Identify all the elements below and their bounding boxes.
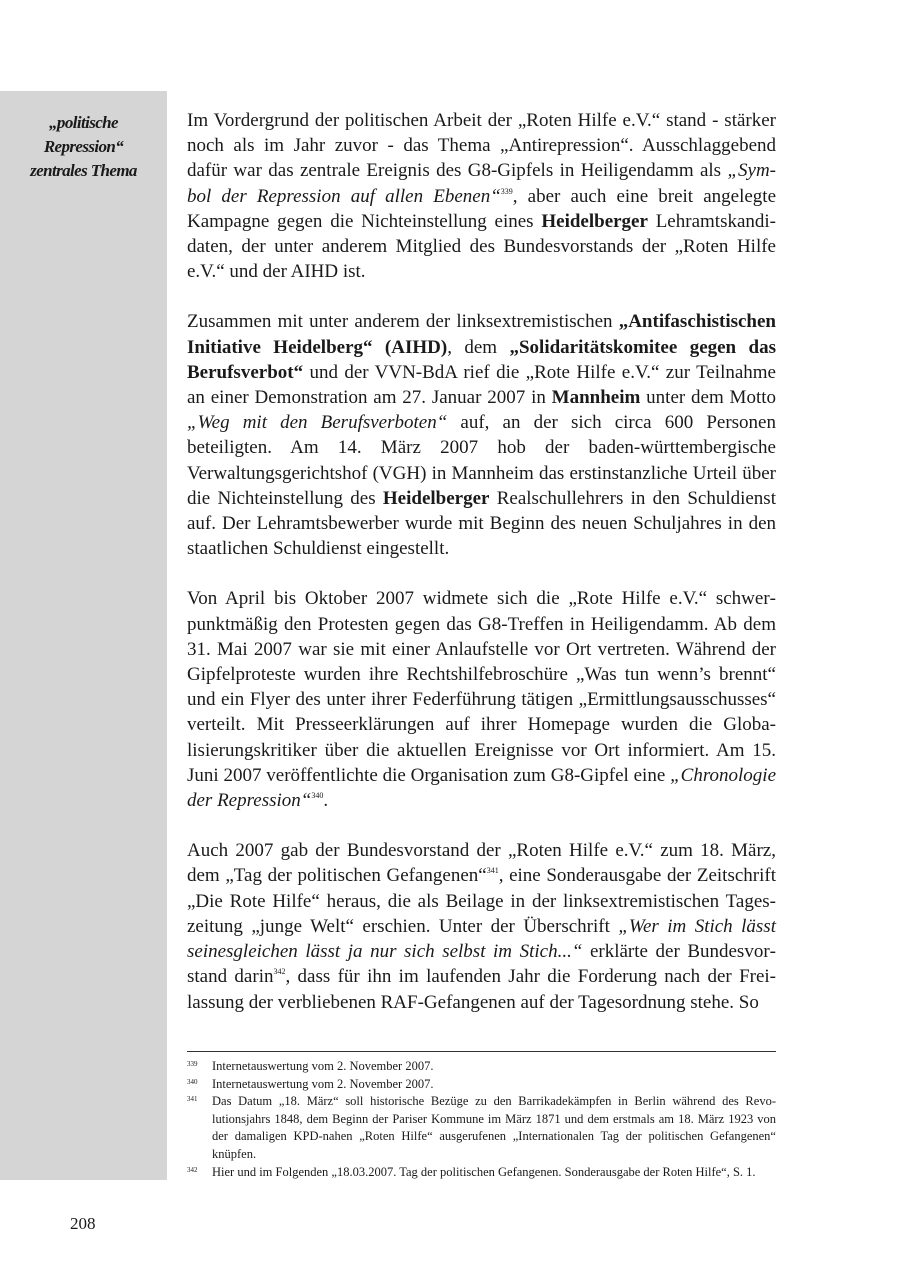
- highlight: „Antifaschistischen Initiative Heidelberg“ (AIHD): [187, 311, 776, 358]
- footnote-text: Das Datum „18. März“ soll historische Bezüge zu den Barrikadekämpfen in Berlin während des Revolutionsjahrs 1848, dem Beginn der Pariser Kommune im März 1871 und dem erstmals am 18. März 1923 von der damaligen KPD-nahen „Roten Hilfe“ ausgerufenen „Internationalen Tag der politischen Gefangenen“ knüpfen.: [212, 1094, 776, 1161]
- footnote: [187, 1164, 776, 1182]
- highlight: „Solidaritätskomitee gegen das Berufsverbot“: [187, 336, 776, 383]
- footnote: [187, 1093, 776, 1163]
- highlight: Mannheim: [551, 387, 641, 409]
- footnote: [187, 1076, 776, 1094]
- footnote-text: Hier und im Folgenden „18.03.2007. Tag der politischen Gefangenen. Sonderausgabe der Roten Hilfe“, S. 1.: [212, 1164, 756, 1179]
- paragraph-2: Zusammen mit unter anderem der linksextremistischen „Antifaschistischen Initiative Heidelberg“ (AIHD), dem „Solidaritätskomitee gegen das Berufsverbot“ und der VVN-BdA rief die „Rote Hilfe e.V.“ zur Teilnahme an einer Demonstration am 27. Januar 2007 in Mannheim unter dem Motto „Weg mit den Berufsverboten“ auf, an der sich circa 600 Personen beteiligten. Am 14. März 2007 hob der baden-württembergische Verwaltungsgerichtshof (VGH) in Mannheim das erstinstanzliche Urteil über die Nichteinstellung des Heidelberger Realschullehrers in den Schuldienst auf. Der Lehramtsbewerber wurde mit Beginn des neuen Schuljahres in den staatlichen Schuldienst eingestellt.: [187, 311, 776, 560]
- quote: „Weg mit den Berufsverboten“: [187, 412, 448, 434]
- quote: „Symbol der Repression auf allen Ebenen“: [187, 160, 776, 207]
- footnote-number: 342: [187, 1165, 198, 1174]
- footnote-ref[interactable]: 340: [311, 791, 324, 801]
- footnote-number: 339: [187, 1060, 198, 1068]
- footnote-number: 340: [187, 1077, 198, 1086]
- footnote-text: Internetauswertung vom 2. November 2007.: [212, 1076, 434, 1091]
- margin-bar: [0, 91, 167, 1180]
- page-number: 208: [70, 1214, 96, 1233]
- paragraph-3: Von April bis Oktober 2007 widmete sich die „Rote Hilfe e.V.“ schwerpunktmäßig den Protesten gegen das G8-Treffen in Heiligendamm. Ab dem 31. Mai 2007 war sie mit einer Anlaufstelle vor Ort vertreten. Während der Gipfelproteste wurden ihre Rechtshilfebroschüre „Was tun wenn’s brennt“ und ein Flyer des unter ihrer Federführung tätigen „Ermittlungsausschusses“ verteilt. Mit Presseerklärungen auf ihrer Homepage wurden die Globalisierungskritiker über die aktuellen Ereignisse vor Ort informiert. Am 15. Juni 2007 veröffentlichte die Organisation zum G8-Gipfel eine „Chronologie der Repression“$^{340}$.: [187, 588, 776, 812]
- paragraph-1: Im Vordergrund der politischen Arbeit der „Roten Hilfe e.V.“ stand - stärker noch als im Jahr zuvor - das Thema „Antirepression“. Ausschlaggebend dafür war das zentrale Ereignis des G8-Gipfels in Heiligendamm als „Symbol der Repression auf allen Ebenen“$^{339}$, aber auch eine breit angelegte Kampagne gegen die Nichteinstellung eines Heidelberger Lehramtskandidaten, der unter anderem Mitglied des Bundesvorstands der „Roten Hilfe e.V.“ und der AIHD ist.: [187, 110, 777, 283]
- main-text: [187, 108, 776, 1040]
- footnote-divider: [187, 1051, 776, 1052]
- footnote-text: Internetauswertung vom 2. November 2007.: [212, 1059, 434, 1073]
- footnotes: [187, 1058, 776, 1181]
- margin-note-line: „politische: [49, 113, 118, 132]
- footnote-number: 341: [187, 1095, 198, 1104]
- paragraph-4: Auch 2007 gab der Bundesvorstand der „Roten Hilfe e.V.“ zum 18. März, dem „Tag der politischen Gefangenen“$^{341}$, eine Sonderausgabe der Zeitschrift „Die Rote Hilfe“ heraus, die als Beilage in der linksextremistischen Tageszeitung „junge Welt“ erschien. Unter der Überschrift „Wer im Stich lässt seinesgleichen lässt ja nur sich selbst im Stich...“ erklärte der Bundesvorstand darin$^{342}$, dass für ihn im laufenden Jahr die Forderung nach der Freilassung der verbliebenen RAF-Gefangenen auf der Tagesordnung stehe. So: [187, 840, 776, 1013]
- margin-note-line: Repression“: [43, 137, 124, 156]
- quote: „Chronologie der Repression“: [187, 764, 776, 812]
- footnote: [187, 1058, 776, 1076]
- quote: „Wer im Stich lässt seinesgleichen lässt ja nur sich selbst im Stich...“: [187, 915, 776, 963]
- highlight: Heidelberger: [541, 210, 648, 232]
- footnote-ref[interactable]: 342: [273, 967, 286, 977]
- footnote-ref[interactable]: 341: [486, 866, 499, 876]
- highlight: Heidelberger: [382, 487, 490, 509]
- margin-note-line: zentrales Thema: [30, 161, 137, 180]
- margin-note: [0, 111, 167, 183]
- footnote-ref[interactable]: 339: [500, 186, 513, 196]
